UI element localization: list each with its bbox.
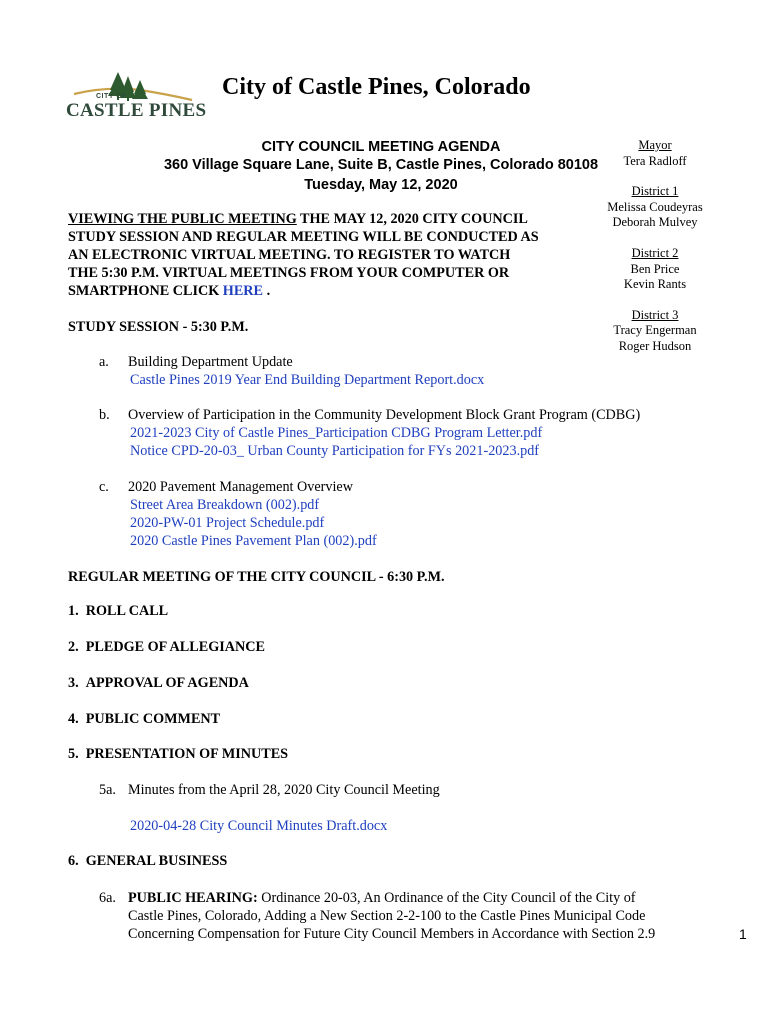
page-number: 1: [739, 926, 747, 942]
agenda-item-number: 2.: [68, 639, 79, 655]
district-3-member: Roger Hudson: [618, 338, 692, 353]
district-2-label: District 2: [631, 245, 679, 260]
district-1-member: Melissa Coudeyras: [607, 199, 703, 214]
item-letter: b.: [99, 407, 110, 423]
hearing-label: PUBLIC HEARING:: [128, 890, 258, 906]
district-1-label: District 1: [631, 184, 679, 199]
agenda-item-label: PUBLIC COMMENT: [85, 711, 221, 727]
notice-line-1-rest: THE MAY 12, 2020 CITY COUNCIL: [296, 211, 528, 227]
district-2-member: Ben Price: [630, 261, 680, 276]
agenda-item: [68, 639, 265, 656]
document-link[interactable]: 2021-2023 City of Castle Pines_Participation CDBG Program Letter.pdf: [130, 425, 543, 441]
mayor-name: Tera Radloff: [623, 153, 687, 168]
notice-line: [68, 210, 528, 228]
agenda-item-label: APPROVAL OF AGENDA: [85, 675, 249, 691]
logo-small-text: CITY OF: [96, 93, 127, 100]
document-link[interactable]: Castle Pines 2019 Year End Building Department Report.docx: [130, 372, 485, 388]
document-link[interactable]: Notice CPD-20-03_ Urban County Participation for FYs 2021-2023.pdf: [130, 443, 540, 459]
meeting-address: 360 Village Square Lane, Suite B, Castle Pines, Colorado 80108: [163, 157, 599, 173]
item-title: Building Department Update: [128, 354, 293, 370]
sub-item-number: 5a.: [99, 782, 116, 798]
hearing-line: Concerning Compensation for Future City Council Members in Accordance with Section 2.9: [128, 926, 656, 942]
hearing-line-1-rest: Ordinance 20-03, An Ordinance of the City Council of the City of: [257, 890, 636, 906]
item-letter: a.: [99, 354, 109, 370]
sub-item-number: 6a.: [99, 890, 116, 906]
notice-line: STUDY SESSION AND REGULAR MEETING WILL BE CONDUCTED AS: [68, 229, 539, 245]
district-2-member: Kevin Rants: [623, 277, 687, 292]
district-3-member: Tracy Engerman: [613, 323, 697, 338]
agenda-item: [68, 853, 227, 870]
agenda-item-number: 5.: [68, 746, 79, 762]
agenda-item-label: GENERAL BUSINESS: [85, 853, 228, 869]
study-session-heading: STUDY SESSION - 5:30 P.M.: [68, 319, 249, 335]
agenda-item: [68, 711, 220, 728]
document-link[interactable]: 2020-PW-01 Project Schedule.pdf: [130, 515, 325, 531]
agenda-item: [68, 746, 288, 763]
item-title: 2020 Pavement Management Overview: [128, 479, 353, 495]
district-3-label: District 3: [631, 307, 679, 322]
document-link[interactable]: Street Area Breakdown (002).pdf: [130, 497, 320, 513]
agenda-title: CITY COUNCIL MEETING AGENDA: [261, 139, 501, 155]
agenda-item-number: 1.: [68, 603, 79, 619]
page-title: City of Castle Pines, Colorado: [222, 74, 531, 100]
district-1-member: Deborah Mulvey: [612, 215, 698, 230]
notice-underlined: VIEWING THE PUBLIC MEETING: [68, 211, 297, 227]
minutes-document-link[interactable]: 2020-04-28 City Council Minutes Draft.docx: [130, 818, 388, 834]
agenda-item-label: PLEDGE OF ALLEGIANCE: [85, 639, 265, 655]
agenda-item-label: PRESENTATION OF MINUTES: [85, 746, 289, 762]
notice-line: [68, 282, 270, 300]
hearing-line: [128, 889, 636, 907]
logo-main-text: CASTLE PINES: [66, 100, 207, 121]
register-here-link[interactable]: HERE: [222, 283, 264, 299]
minutes-item-text: Minutes from the April 28, 2020 City Council Meeting: [128, 782, 440, 798]
agenda-item-number: 3.: [68, 675, 79, 691]
mayor-label: Mayor: [638, 138, 672, 152]
notice-line-5-pre: SMARTPHONE CLICK: [68, 283, 223, 299]
agenda-item-number: 4.: [68, 711, 79, 727]
item-title: Overview of Participation in the Community Development Block Grant Program (CDBG): [128, 407, 641, 423]
meeting-date: Tuesday, May 12, 2020: [304, 177, 458, 193]
notice-line-5-post: .: [263, 283, 271, 299]
notice-line: THE 5:30 P.M. VIRTUAL MEETINGS FROM YOUR COMPUTER OR: [68, 265, 510, 281]
agenda-item-label: ROLL CALL: [85, 603, 169, 619]
city-logo: [66, 70, 207, 122]
council-members: [596, 138, 714, 355]
document-link[interactable]: 2020 Castle Pines Pavement Plan (002).pdf: [130, 533, 377, 549]
notice-line: AN ELECTRONIC VIRTUAL MEETING. TO REGISTER TO WATCH: [68, 247, 511, 263]
agenda-item-number: 6.: [68, 853, 79, 869]
hearing-line: Castle Pines, Colorado, Adding a New Section 2-2-100 to the Castle Pines Municipal Code: [128, 908, 646, 924]
item-letter: c.: [99, 479, 109, 495]
agenda-item: [68, 675, 249, 692]
agenda-item: [68, 603, 168, 620]
regular-meeting-heading: REGULAR MEETING OF THE CITY COUNCIL - 6:30 P.M.: [68, 569, 445, 585]
